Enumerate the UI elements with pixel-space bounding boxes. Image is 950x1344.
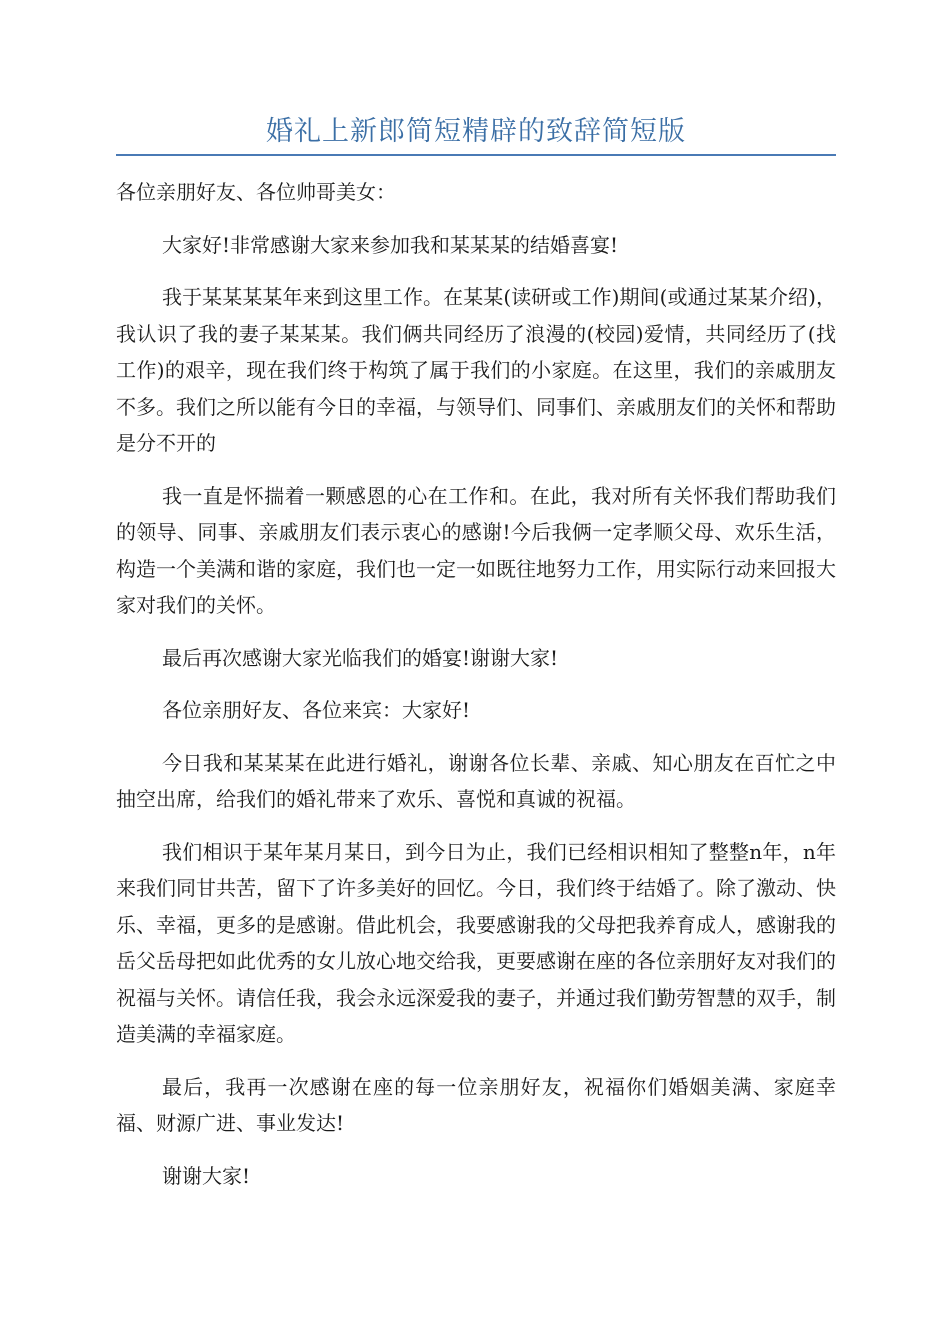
body-paragraph: 最后，我再一次感谢在座的每一位亲朋好友，祝福你们婚姻美满、家庭幸福、财源广进、事业发达! <box>116 1074 836 1135</box>
closing-paragraph: 谢谢大家! <box>162 1163 251 1188</box>
document-title: 婚礼上新郎简短精辟的致辞简短版 <box>266 116 686 147</box>
body-paragraph: 各位亲朋好友、各位来宾：大家好! <box>162 698 471 722</box>
body-paragraph: 我于某某某某年来到这里工作。在某某(读研或工作)期间(或通过某某介绍)，我认识了我的妻子某某某。我们俩共同经历了浪漫的(校园)爱情，共同经历了(找工作)的艰辛，现在我们终于构筑了属于我们的小家庭。在这里，我们的亲戚朋友不多。我们之所以能有今日的幸福，与领导们、同事们、亲戚朋友们的关怀和帮助是分不开的 <box>116 285 836 455</box>
greeting-paragraph: 大家好!非常感谢大家来参加我和某某某的结婚喜宴! <box>162 232 619 257</box>
body-paragraph: 我们相识于某年某月某日，到今日为止，我们已经相识相知了整整n年，n年来我们同甘共苦，留下了许多美好的回忆。今日，我们终于结婚了。除了激动、快乐、幸福，更多的是感谢。借此机会，我要感谢我的父母把我养育成人，感谢我的岳父岳母把如此优秀的女儿放心地交给我，更要感谢在座的各位亲朋好友对我们的祝福与关怀。请信任我，我会永远深爱我的妻子，并通过我们勤劳智慧的双手，制造美满的幸福家庭。 <box>116 839 836 1046</box>
body-paragraph: 最后再次感谢大家光临我们的婚宴!谢谢大家! <box>162 645 559 670</box>
body-paragraph: 今日我和某某某在此进行婚礼，谢谢各位长辈、亲戚、知心朋友在百忙之中抽空出席，给我们的婚礼带来了欢乐、喜悦和真诚的祝福。 <box>116 750 836 811</box>
document-page <box>116 112 836 1210</box>
body-paragraph: 我一直是怀揣着一颗感恩的心在工作和。在此，我对所有关怀我们帮助我们的领导、同事、亲戚朋友们表示衷心的感谢!今后我俩一定孝顺父母、欢乐生活，构造一个美满和谐的家庭，我们也一定一如既往地努力工作，用实际行动来回报大家对我们的关怀。 <box>116 483 836 617</box>
salutation-paragraph: 各位亲朋好友、各位帅哥美女： <box>116 180 396 204</box>
title-underline <box>116 154 836 156</box>
